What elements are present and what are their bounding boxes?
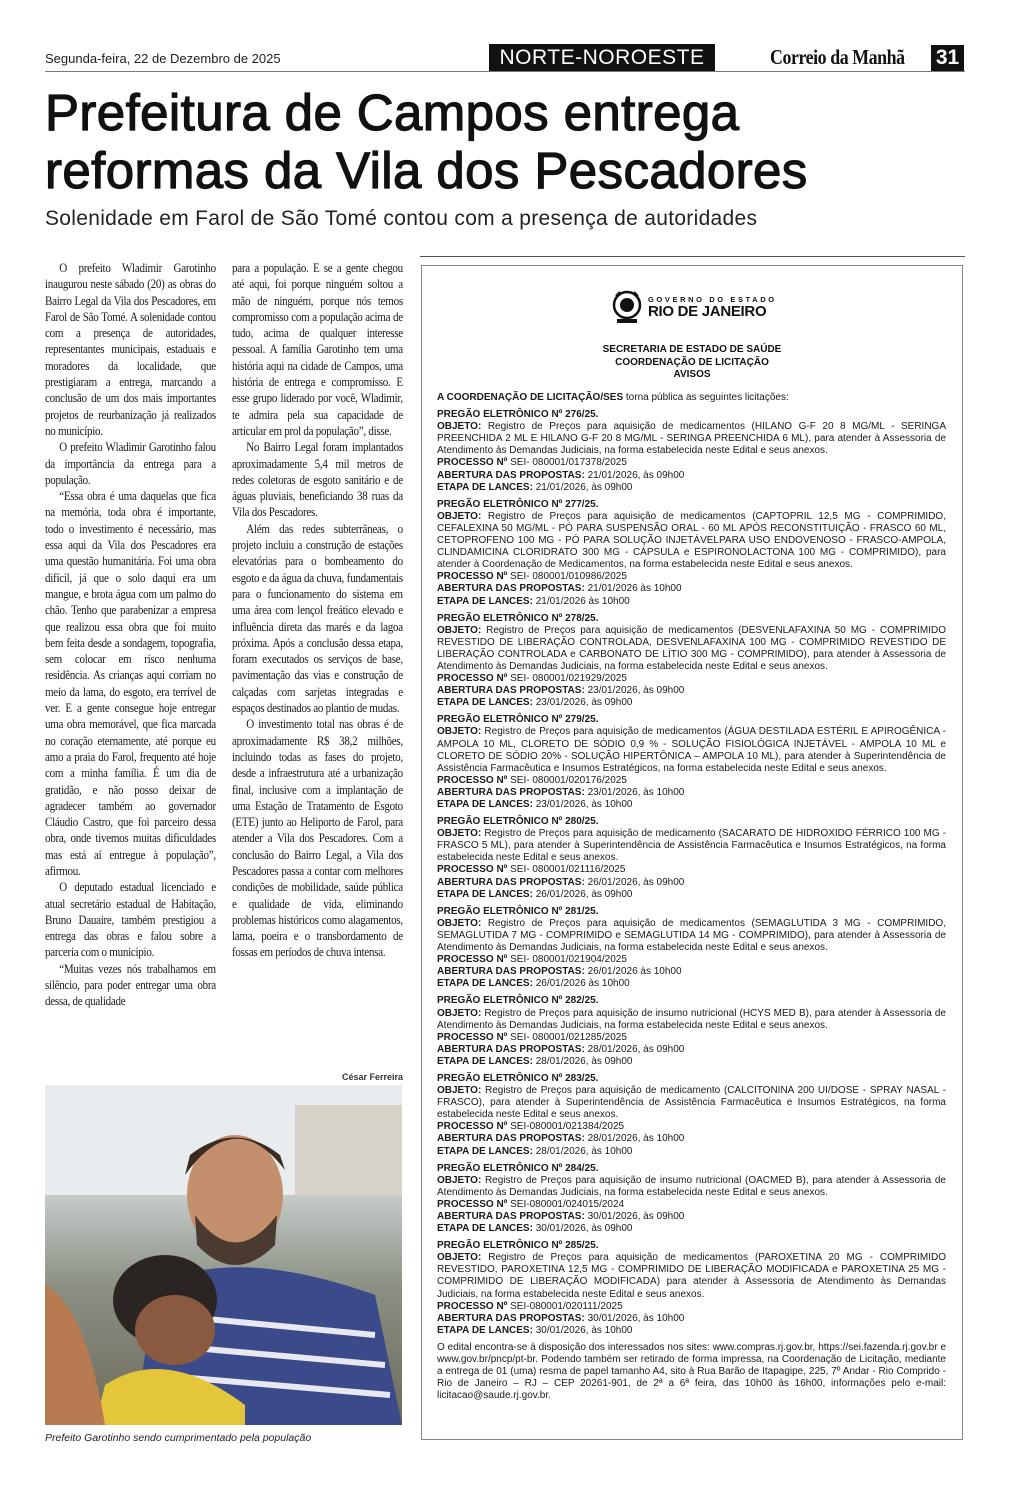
notice-item	[437, 613, 946, 710]
notice-intro-bold: A COORDENAÇÃO DE LICITAÇÃO/SES	[437, 392, 624, 403]
etapa-label: ETAPA DE LANCES:	[437, 1223, 533, 1235]
notice-title	[437, 409, 946, 421]
notice-list	[437, 409, 946, 1337]
notice-etapa	[437, 596, 946, 608]
notice-objeto	[437, 1175, 946, 1199]
processo-value: SEI- 080001/021116/2025	[507, 864, 626, 876]
processo-value: SEI- 080001/021285/2025	[507, 1031, 627, 1043]
notice-abertura	[437, 787, 946, 799]
notice-title	[437, 613, 946, 625]
headline	[45, 84, 808, 200]
notice-intro	[437, 392, 946, 404]
photo-caption: Prefeito Garotinho sendo cumprimentado pela população	[45, 1432, 312, 1444]
etapa-value: 26/01/2026 às 10h00	[532, 978, 630, 990]
processo-label: PROCESSO Nº	[437, 457, 508, 469]
etapa-label: ETAPA DE LANCES:	[437, 1055, 533, 1067]
paragraph: Além das redes subterrâneas, o projeto incluiu a construção de estações elevatórias para o bombeamento do esgoto e da água da chuva, fundamentais para o funcionamento do sistema em uma área com lençol freático elevado e influência direta das marés e da lagoa próxima. Após a conclusão dessa etapa, foram executados os serviços de base, pavimentação das vias e construção de calçadas com sarjetas integradas e espaços destinados ao plantio de mudas.	[232, 521, 403, 716]
notice-objeto	[437, 1085, 946, 1121]
objeto-label: OBJETO:	[437, 1174, 482, 1186]
objeto-label: OBJETO:	[437, 510, 482, 522]
notice-etapa	[437, 889, 946, 901]
notice-objeto	[437, 1008, 946, 1032]
processo-label: PROCESSO Nº	[437, 1031, 508, 1043]
notice-abertura	[437, 470, 946, 482]
notice-title-text: PREGÃO ELETRÔNICO Nº 285/25.	[437, 1240, 599, 1252]
objeto-label: OBJETO:	[437, 726, 482, 738]
processo-label: PROCESSO Nº	[437, 1300, 508, 1312]
objeto-value: Registro de Preços para aquisição de insumo nutricional (HCYS MED B), para atender à Assessoria de Atendimento às Demandas Judiciais, na forma estabelecida neste Edital e seus anexos.	[437, 1007, 946, 1031]
etapa-value: 30/01/2026, às 09h00	[532, 1223, 633, 1235]
abertura-value: 23/01/2026, às 09h00	[584, 685, 685, 697]
notice-abertura	[437, 1211, 946, 1223]
processo-label: PROCESSO Nº	[437, 864, 508, 876]
notice-etapa	[437, 697, 946, 709]
notice-title	[437, 816, 946, 828]
paragraph: No Bairro Legal foram implantados aproximadamente 5,4 mil metros de redes coletoras de esgoto sanitário e de águas pluviais, beneficiando 38 ruas da Vila dos Pescadores.	[232, 440, 403, 520]
notice-title	[437, 906, 946, 918]
processo-value: SEI-080001/024015/2024	[507, 1198, 625, 1210]
notice-heading-avisos: AVISOS	[673, 369, 711, 380]
notice-footer: O edital encontra-se à disposição dos interessados nos sites: www.compras.rj.gov.br, https://sei.fazenda.rj.gov.br e www.gov.br/pncp/pt-br. Podendo também ser retirado de forma impressa, na Coordenação de Licitação, mediante a entrega de 01 (uma) resma de papel tamanho A4, sito à Rua Barão de Itapagipe, 225, 7º Andar - Rio Comprido - Rio de Janeiro – RJ – CEP 20261-901, de 2ª a 6ª feira, das 10h00 às 16h00, informações pelo e-mail: licitacao@saude.rj.gov.br.	[437, 1341, 946, 1402]
processo-label: PROCESSO Nº	[437, 954, 508, 966]
etapa-label: ETAPA DE LANCES:	[437, 978, 533, 990]
abertura-label: ABERTURA DAS PROPOSTAS:	[437, 685, 585, 697]
notice-title-text: PREGÃO ELETRÔNICO Nº 278/25.	[437, 612, 599, 624]
etapa-label: ETAPA DE LANCES:	[437, 1324, 533, 1336]
notice-abertura	[437, 685, 946, 697]
notice-title	[437, 1073, 946, 1085]
notice-processo	[437, 673, 946, 685]
notice-processo	[437, 1032, 946, 1044]
notice-processo	[437, 775, 946, 787]
notice-processo	[437, 1121, 946, 1133]
headline-line-1: Prefeitura de Campos entrega	[45, 84, 740, 141]
objeto-value: Registro de Preços para aquisição de medicamento (CALCITONINA 200 UI/DOSE - SPRAY NASAL - FRASCO), para atender à Superintendência de Assistência Farmacêutica e Insumos Estratégicos, na forma estabelecida neste Edital e seus anexos.	[437, 1085, 946, 1121]
paragraph: “Muitas vezes nós trabalhamos em silêncio, para poder entregar uma obra dessa, de qualidade	[45, 961, 216, 1009]
abertura-value: 23/01/2026, às 10h00	[584, 786, 685, 798]
etapa-value: 28/01/2026, às 10h00	[532, 1145, 633, 1157]
etapa-value: 30/01/2026, às 10h00	[532, 1324, 633, 1336]
processo-label: PROCESSO Nº	[437, 1198, 508, 1210]
notice-abertura	[437, 583, 946, 595]
dateline: Segunda-feira, 22 de Dezembro de 2025	[45, 51, 281, 66]
paragraph: para a população. E se a gente chegou até aqui, foi porque ninguém soltou a mão de ninguém, porque nós temos compromisso com a população acima de tudo, acima de qualquer interesse pessoal. A família Garotinho tem uma história aqui na cidade de Campos, uma história de entrega e compromisso. E esse grupo liderado por você, Wladimir, te admira pela sua capacidade de articular em prol da população”, disse.	[232, 261, 403, 438]
abertura-label: ABERTURA DAS PROPOSTAS:	[437, 469, 585, 481]
section-tag: NORTE-NOROESTE	[489, 44, 715, 71]
objeto-value: Registro de Preços para aquisição de medicamentos (ÁGUA DESTILADA ESTÉRIL E APIROGÊNICA - AMPOLA 10 ML, CLORETO DE SÓDIO 0,9 % - SOLUÇÃO FISIOLÓGICA INJETÁVEL - AMPOLA 10 ML e CLORETO DE SÓDIO 20% - SOLUÇÃO HIPERTÔNICA – AMPOLA 10 ML), para atender à Superintendência de Assistência Farmacêutica e Insumos Estratégicos, na forma estabelecida neste Edital e seus anexos.	[437, 726, 946, 774]
paragraph: O prefeito Wladimir Garotinho inaugurou neste sábado (20) as obras do Bairro Legal da Vila dos Pescadores, em Farol de São Tomé. A solenidade contou com a presença de autoridades, representantes municipais, estaduais e moradores da localidade, que prestigiaram a entrega, marcando a conclusão de um dos mais importantes projetos de reurbanização já realizados no município.	[45, 261, 216, 438]
notice-item	[437, 499, 946, 608]
abertura-value: 30/01/2026, às 09h00	[584, 1211, 685, 1222]
notice-title-text: PREGÃO ELETRÔNICO Nº 280/25.	[437, 816, 599, 828]
notice-title-text: PREGÃO ELETRÔNICO Nº 276/25.	[437, 409, 599, 421]
processo-value: SEI- 080001/021929/2025	[507, 673, 627, 685]
photo-credit: César Ferreira	[341, 1072, 403, 1082]
abertura-value: 28/01/2026, às 09h00	[584, 1043, 685, 1055]
notice-processo	[437, 1199, 946, 1211]
objeto-value: Registro de Preços para aquisição de medicamentos (HILANO G-F 20 8 MG/ML - SERINGA PREENCHIDA 2 ML E HILANO G-F 20 8 MG/ML - SERINGA PREENCHIDA 6 ML), para atender à Assessoria de Atendimento às Demandas Judiciais, na forma estabelecida neste Edital e seus anexos.	[437, 421, 946, 457]
article-column-1	[45, 260, 216, 1010]
abertura-value: 30/01/2026, às 10h00	[584, 1312, 685, 1324]
notice-item	[437, 1163, 946, 1236]
notice-item	[437, 409, 946, 494]
notice-objeto	[437, 828, 946, 864]
notice-abertura	[437, 1313, 946, 1325]
notice-abertura	[437, 1133, 946, 1145]
logo-main-text: RIO DE JANEIRO	[648, 303, 767, 320]
notice-title	[437, 499, 946, 511]
objeto-value: Registro de Preços para aquisição de insumo nutricional (OACMED B), para atender à Assessoria de Atendimento às Demandas Judiciais, na forma estabelecida neste Edital e seus anexos.	[437, 1174, 946, 1198]
header-rule	[45, 71, 965, 72]
abertura-label: ABERTURA DAS PROPOSTAS:	[437, 1133, 585, 1145]
notice-processo	[437, 954, 946, 966]
notice-abertura	[437, 877, 946, 889]
subheadline: Solenidade em Farol de São Tomé contou com a presença de autoridades	[45, 207, 758, 230]
abertura-label: ABERTURA DAS PROPOSTAS:	[437, 876, 585, 888]
etapa-value: 23/01/2026, às 09h00	[532, 697, 633, 709]
notice-item	[437, 906, 946, 991]
abertura-value: 26/01/2026, às 09h00	[584, 876, 685, 888]
notice-objeto	[437, 511, 946, 571]
notice-processo	[437, 864, 946, 876]
abertura-label: ABERTURA DAS PROPOSTAS:	[437, 1312, 585, 1324]
abertura-label: ABERTURA DAS PROPOSTAS:	[437, 966, 585, 978]
notice-title-text: PREGÃO ELETRÔNICO Nº 279/25.	[437, 714, 599, 726]
abertura-value: 26/01/2026 às 10h00	[584, 966, 682, 978]
notice-item	[437, 1240, 946, 1337]
objeto-label: OBJETO:	[437, 1007, 482, 1019]
paragraph: O deputado estadual licenciado e atual secretário estadual de Habitação, Bruno Dauaire, também prestigiou a entrega das obras e falou sobre a parceria com o município.	[45, 880, 216, 960]
notice-heading-coordenacao: COORDENAÇÃO DE LICITAÇÃO	[615, 356, 769, 368]
processo-label: PROCESSO Nº	[437, 571, 508, 583]
processo-value: SEI-080001/021384/2025	[507, 1121, 625, 1133]
notice-body	[437, 392, 946, 1402]
paragraph: “Essa obra é uma daquelas que fica na memória, toda obra é importante, todo o investimento é necessário, mas essa aqui da Vila dos Pescadores era uma questão humanitária. Foi uma obra difícil, já que o solo daqui era um mangue, e brota água com um palmo do chão. Tenho que parabenizar a empresa que realizou essa obra que foi muito bem feita desde a sondagem, topografia, sem colocar em risco nenhuma residência. As crianças aqui corriam no meio da lama, do esgoto, era terrível de ver. E a gente consegue hoje entregar uma obra memorável, que fica marcada no coração eternamente, até porque eu amo a praia do Farol, frequento até hoje com a minha família. É um dia de gratidão, e não posso deixar de agradecer também ao governador Cláudio Castro, que foi parceiro dessa obra, onde tivemos muitas dificuldades mas está aí entregue à população”, afirmou.	[45, 489, 216, 878]
notice-title-text: PREGÃO ELETRÔNICO Nº 281/25.	[437, 905, 599, 917]
objeto-value: Registro de Preços para aquisição de medicamentos (DESVENLAFAXINA 50 MG - COMPRIMIDO REVESTIDO DE LIBERAÇÃO CONTROLADA, DESVENLAFAXINA 100 MG - COMPRIMIDO REVESTIDO DE LIBERAÇÃO CONTROLADA e CARBONATO DE LÍTIO 300 MG - COMPRIMIDO), para atender à Assessoria de Atendimento às Demandas Judiciais, na forma estabelecida neste Edital e seus anexos.	[437, 624, 946, 672]
page-number: 31	[931, 45, 964, 71]
notice-etapa	[437, 1146, 946, 1158]
ad-rule	[420, 256, 965, 257]
notice-title-text: PREGÃO ELETRÔNICO Nº 277/25.	[437, 498, 599, 510]
processo-value: SEI-080001/020111/2025	[507, 1300, 623, 1312]
notice-item	[437, 1073, 946, 1158]
notice-heading-secretaria: SECRETARIA DE ESTADO DE SAÚDE	[602, 344, 782, 355]
objeto-label: OBJETO:	[437, 828, 482, 840]
logo-top-text: GOVERNO DO ESTADO	[648, 295, 777, 304]
etapa-label: ETAPA DE LANCES:	[437, 888, 533, 900]
notice-heading	[421, 344, 963, 382]
notice-objeto	[437, 625, 946, 673]
notice-objeto	[437, 421, 946, 457]
abertura-value: 21/01/2026, às 09h00	[584, 469, 685, 481]
notice-processo	[437, 1301, 946, 1313]
notice-item	[437, 714, 946, 811]
notice-etapa	[437, 799, 946, 811]
objeto-value: Registro de Preços para aquisição de medicamentos (PAROXETINA 20 MG - COMPRIMIDO REVESTIDO, PAROXETINA 12,5 MG - COMPRIMIDO DE LIBERAÇÃO MODIFICADA e PAROXETINA 25 MG - COMPRIMIDO DE LIBERAÇÃO MODIFICADA) para atender à Assessoria de Atendimento às Demandas Judiciais, na forma estabelecida neste Edital e seus anexos.	[437, 1252, 946, 1300]
etapa-label: ETAPA DE LANCES:	[437, 799, 533, 810]
processo-value: SEI- 080001/021904/2025	[507, 954, 627, 966]
etapa-value: 21/01/2026, às 09h00	[532, 481, 633, 493]
objeto-value: Registro de Preços para aquisição de medicamentos (CAPTOPRIL 12,5 MG - COMPRIMIDO, CEFALEXINA 50 MG/ML - PÓ PARA SUSPENSÃO ORAL - 60 ML APÓS RECONSTITUIÇÃO - FRASCO 60 ML, CETOPROFENO 100 MG - PÓ PARA SOLUÇÃO INJETÁVELPARA USO ENDOVENOSO - FRASCO-AMPOLA, CLINDAMICINA CLORIDRATO 300 MG - CÁPSULA e ESPIRONOLACTONA 100 MG - COMPRIMIDO), para atender à Coordenação de Medicamentos, na forma estabelecida neste Edital e seus anexos.	[437, 510, 946, 571]
paragraph: O prefeito Wladimir Garotinho falou da importância da entrega para a população.	[45, 440, 216, 487]
etapa-value: 21/01/2026 às 10h00	[532, 595, 630, 607]
notice-intro-text: torna pública as seguintes licitações:	[623, 392, 789, 403]
rj-government-logo	[611, 290, 777, 324]
rj-coat-of-arms-icon	[611, 290, 643, 324]
etapa-label: ETAPA DE LANCES:	[437, 1145, 533, 1157]
notice-objeto	[437, 726, 946, 774]
notice-title-text: PREGÃO ELETRÔNICO Nº 284/25.	[437, 1162, 599, 1174]
processo-value: SEI- 080001/010986/2025	[507, 571, 627, 583]
notice-abertura	[437, 1044, 946, 1056]
abertura-value: 28/01/2026, às 10h00	[584, 1133, 685, 1145]
paragraph: O investimento total nas obras é de aproximadamente R$ 38,2 milhões, incluindo todas as fases do projeto, desde a infraestrutura até a urbanização final, inclusive com a implantação de uma Estação de Tratamento de Esgoto (ETE) junto ao Heliporto de Farol, para atender a Vila dos Pescadores. Com a conclusão do Bairro Legal, a Vila dos Pescadores passa a contar com melhores condições de mobilidade, saúde pública e qualidade de vida, eliminando problemas históricos como alagamentos, lama, poeira e o transbordamento de fossas em períodos de chuva intensa.	[232, 717, 403, 960]
etapa-label: ETAPA DE LANCES:	[437, 697, 533, 709]
notice-etapa	[437, 1056, 946, 1068]
notice-abertura	[437, 966, 946, 978]
notice-etapa	[437, 1325, 946, 1337]
masthead-logo: Correio da Manhã	[770, 45, 905, 69]
notice-objeto	[437, 1252, 946, 1300]
notice-title	[437, 1240, 946, 1252]
headline-line-2: reformas da Vila dos Pescadores	[45, 142, 808, 199]
etapa-label: ETAPA DE LANCES:	[437, 481, 533, 493]
objeto-value: Registro de Preços para aquisição de medicamentos (SEMAGLUTIDA 3 MG - COMPRIMIDO, SEMAGLUTIDA 7 MG - COMPRIMIDO e SEMAGLUTIDA 14 MG - COMPRIMIDO), para atender à Assessoria de Atendimento às Demandas Judiciais, na forma estabelecida neste Edital e seus anexos.	[437, 917, 946, 954]
processo-label: PROCESSO Nº	[437, 774, 508, 786]
processo-label: PROCESSO Nº	[437, 1121, 508, 1133]
photo-illustration	[45, 1085, 402, 1425]
notice-title-text: PREGÃO ELETRÔNICO Nº 282/25.	[437, 995, 599, 1007]
notice-item	[437, 995, 946, 1068]
etapa-label: ETAPA DE LANCES:	[437, 595, 533, 607]
etapa-value: 26/01/2026, às 09h00	[532, 888, 633, 900]
notice-etapa	[437, 978, 946, 990]
objeto-label: OBJETO:	[437, 917, 482, 929]
abertura-label: ABERTURA DAS PROPOSTAS:	[437, 583, 585, 595]
etapa-value: 28/01/2026, às 09h00	[532, 1055, 633, 1067]
abertura-label: ABERTURA DAS PROPOSTAS:	[437, 786, 585, 798]
objeto-label: OBJETO:	[437, 421, 482, 433]
abertura-label: ABERTURA DAS PROPOSTAS:	[437, 1043, 585, 1055]
notice-objeto	[437, 918, 946, 954]
notice-title	[437, 995, 946, 1007]
objeto-label: OBJETO:	[437, 1085, 482, 1097]
etapa-value: 23/01/2026, às 10h00	[532, 799, 633, 810]
notice-item	[437, 816, 946, 901]
objeto-label: OBJETO:	[437, 624, 482, 636]
objeto-label: OBJETO:	[437, 1252, 482, 1264]
notice-title	[437, 714, 946, 726]
notice-title	[437, 1163, 946, 1175]
notice-processo	[437, 571, 946, 583]
article-photo	[45, 1085, 402, 1425]
processo-value: SEI- 080001/017378/2025	[507, 457, 627, 469]
processo-label: PROCESSO Nº	[437, 673, 508, 685]
notice-processo	[437, 457, 946, 469]
notice-etapa	[437, 482, 946, 494]
processo-value: SEI- 080001/020176/2025	[507, 774, 627, 786]
abertura-value: 21/01/2026 às 10h00	[584, 583, 682, 595]
abertura-label: ABERTURA DAS PROPOSTAS:	[437, 1211, 585, 1222]
article-column-2	[232, 260, 403, 961]
notice-title-text: PREGÃO ELETRÔNICO Nº 283/25.	[437, 1072, 599, 1084]
notice-etapa	[437, 1223, 946, 1235]
objeto-value: Registro de Preços para aquisição de medicamento (SACARATO DE HIDROXIDO FÉRRICO 100 MG - FRASCO 5 ML), para atender à Superintendência de Assistência Farmacêutica e Insumos Estratégicos, na forma estabelecida neste Edital e seus anexos.	[437, 828, 946, 864]
